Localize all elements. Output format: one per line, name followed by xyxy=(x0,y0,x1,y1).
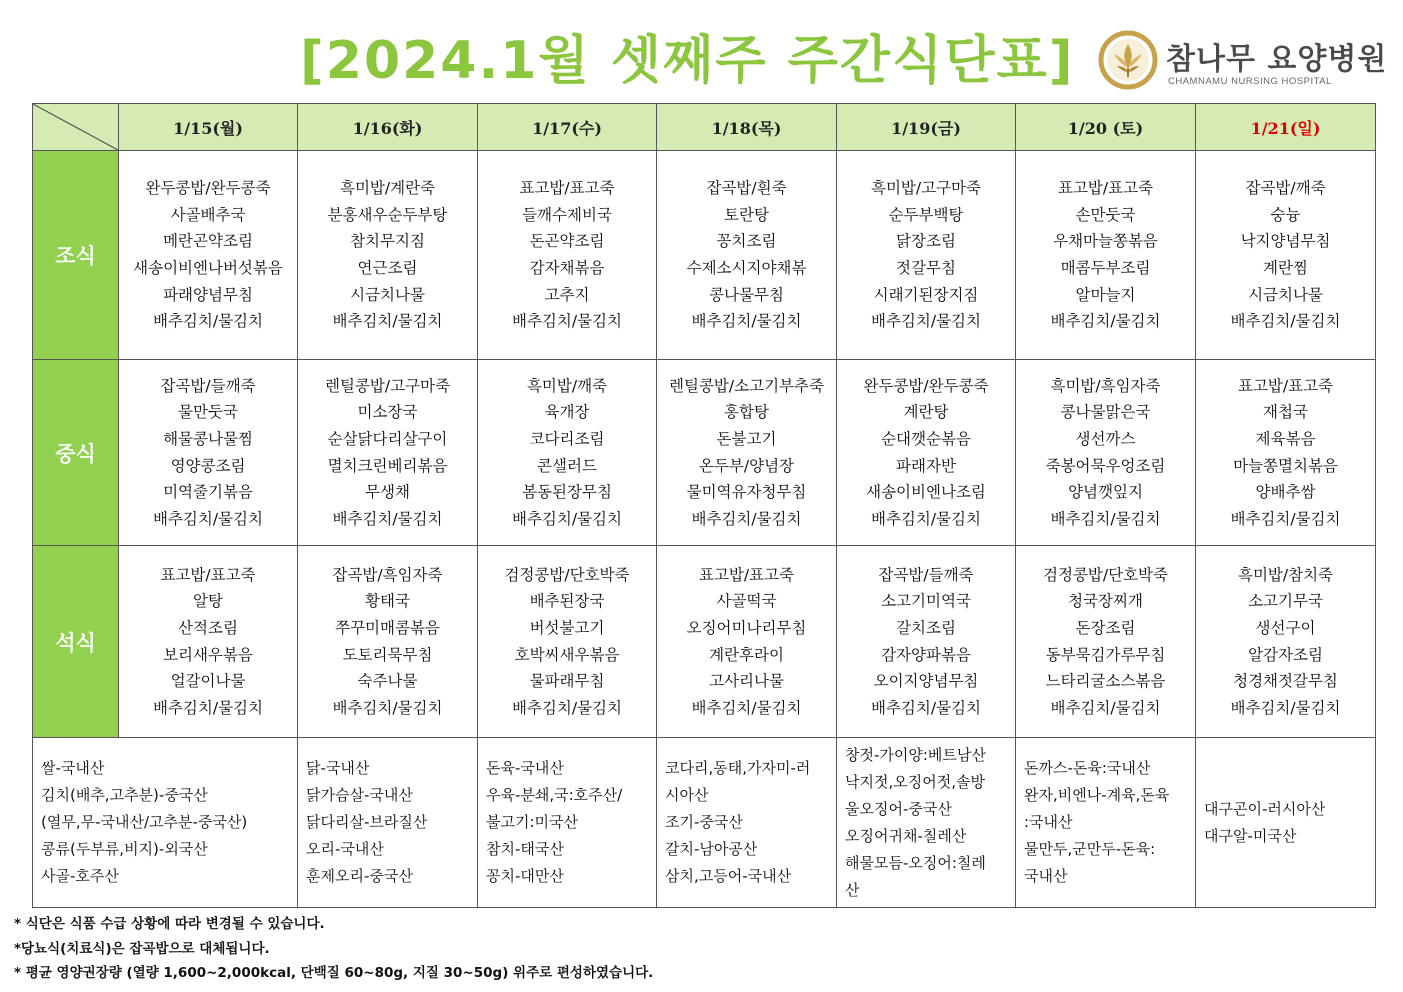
menu-item: 갈치조림 xyxy=(896,618,956,637)
origin-line: 대구곤이-러시아산 xyxy=(1204,799,1326,818)
menu-item: 젓갈무침 xyxy=(896,259,956,277)
menu-item: 돈불고기 xyxy=(716,429,777,448)
origin-line: 오리-국내산 xyxy=(306,840,384,858)
menu-item: 배추김치/물김치 xyxy=(1050,509,1161,528)
origin-cell xyxy=(837,738,1016,908)
menu-item: 배추김치/물김치 xyxy=(1230,698,1341,717)
meal-label-dinner: 석식 xyxy=(33,546,119,738)
origin-line: 완자,비엔나-계육,돈육 xyxy=(1024,786,1170,804)
origin-cell xyxy=(1196,738,1376,908)
menu-item: 멸치크린베리볶음 xyxy=(327,456,448,475)
menu-item: 숙주나물 xyxy=(357,672,418,691)
origin-line: 돈육-국내산 xyxy=(486,759,564,777)
menu-item: 배추김치/물김치 xyxy=(1230,312,1341,331)
menu-cell xyxy=(298,546,478,738)
day-header-thu: 1/18(목) xyxy=(657,104,837,151)
menu-item: 시래기된장지짐 xyxy=(873,285,979,304)
menu-cell xyxy=(478,151,657,360)
meal-label-lunch: 중식 xyxy=(33,360,119,546)
menu-item: 들깨수제비국 xyxy=(522,205,612,224)
menu-item: 생선까스 xyxy=(1075,429,1136,448)
origin-line: 삼치,고등어-국내산 xyxy=(665,867,792,885)
menu-item: 우채마늘쫑볶음 xyxy=(1053,232,1158,251)
menu-item: 시금치나물 xyxy=(1248,285,1323,304)
origin-line: 시아산 xyxy=(665,786,709,804)
menu-item: 순살닭다리살구이 xyxy=(327,429,448,448)
menu-item: 손만둣국 xyxy=(1075,205,1136,224)
menu-cell xyxy=(1196,151,1376,360)
menu-item: 분홍새우순두부탕 xyxy=(327,205,448,224)
menu-item: 사골배추국 xyxy=(170,205,246,224)
origin-line: 코다리,동태,가자미-러 xyxy=(665,759,811,777)
menu-item: 흑미밥/흑임자죽 xyxy=(1050,376,1161,395)
menu-item: 배추김치/물김치 xyxy=(870,698,982,717)
menu-item: 코다리조림 xyxy=(529,429,605,448)
menu-item: 물만둣국 xyxy=(178,403,238,422)
menu-item: 죽봉어묵우엉조림 xyxy=(1045,456,1166,475)
menu-cell xyxy=(119,546,298,738)
menu-item: 배추김치/물김치 xyxy=(1050,698,1161,717)
menu-item: 배추김치/물김치 xyxy=(332,698,443,717)
menu-item: 배추김치/물김치 xyxy=(152,509,264,528)
menu-item: 황태국 xyxy=(365,592,410,611)
menu-item: 배추김치/물김치 xyxy=(152,312,264,331)
menu-item: 표고밥/표고죽 xyxy=(160,565,256,584)
menu-item: 꽁치조림 xyxy=(716,232,777,251)
origin-line: 김치(배추,고추분)-중국산 xyxy=(41,786,208,804)
menu-item: 계란탕 xyxy=(903,403,949,422)
menu-item: 배추김치/물김치 xyxy=(152,698,264,717)
menu-item: 잡곡밥/들깨죽 xyxy=(878,565,974,584)
menu-item: 배추김치/물김치 xyxy=(870,312,982,331)
menu-item: 배추김치/물김치 xyxy=(691,312,802,331)
menu-item: 호박씨새우볶음 xyxy=(514,645,620,664)
menu-item: 계란찜 xyxy=(1263,259,1308,277)
footnotes xyxy=(14,912,1394,986)
meal-label-breakfast: 조식 xyxy=(33,151,119,360)
menu-item: 잡곡밥/들깨죽 xyxy=(160,376,256,395)
menu-item: 계란후라이 xyxy=(709,645,784,664)
menu-item: 청경채젓갈무침 xyxy=(1233,672,1338,691)
menu-item: 잡곡밥/흑임자죽 xyxy=(332,565,443,584)
menu-item: 검정콩밥/단호박죽 xyxy=(504,565,630,584)
origin-line: (열무,무-국내산/고추분-중국산) xyxy=(41,813,248,831)
menu-item: 매콤두부조림 xyxy=(1060,259,1151,277)
logo-text-korean: 참나무 요양병원 xyxy=(1166,42,1388,77)
menu-item: 미소장국 xyxy=(357,403,418,422)
origin-line: 물만두,군만두-돈육: xyxy=(1024,840,1156,858)
origin-line: 쌀-국내산 xyxy=(41,759,105,777)
menu-item: 배추김치/물김치 xyxy=(870,509,982,528)
menu-item: 콩나물무침 xyxy=(709,285,784,304)
menu-item: 순대깻순볶음 xyxy=(881,429,971,448)
menu-item: 배추김치/물김치 xyxy=(511,509,623,528)
origin-line: 창젓-가이양:베트남산 xyxy=(845,745,986,764)
menu-item: 해물콩나물찜 xyxy=(163,429,253,448)
menu-item: 알탕 xyxy=(193,592,223,611)
day-header-mon: 1/15(월) xyxy=(119,104,298,151)
menu-item: 고사리나물 xyxy=(709,672,784,691)
menu-item: 감자양파볶음 xyxy=(881,645,971,664)
menu-cell xyxy=(478,546,657,738)
menu-item: 수제소시지야채볶 xyxy=(686,259,807,277)
menu-item: 배추김치/물김치 xyxy=(511,312,623,331)
menu-cell xyxy=(657,151,837,360)
menu-item: 순두부백탕 xyxy=(888,205,964,224)
origin-line: 대구알-미국산 xyxy=(1204,826,1297,845)
menu-item: 표고밥/표고죽 xyxy=(698,565,795,584)
menu-cell xyxy=(1196,360,1376,546)
menu-item: 낙지양념무침 xyxy=(1240,232,1331,251)
origin-line: 해물모듬-오징어:칠레 xyxy=(845,853,986,872)
menu-item: 돈장조림 xyxy=(1075,618,1136,637)
menu-item: 오이지양념무침 xyxy=(873,672,979,691)
lunch-row xyxy=(33,360,1376,546)
menu-cell xyxy=(1016,546,1196,738)
origin-line: 낙지젓,오징어젓,솔방 xyxy=(845,772,985,791)
origin-line: 훈제오리-중국산 xyxy=(306,867,413,885)
menu-cell xyxy=(657,360,837,546)
menu-item: 도토리묵무침 xyxy=(342,645,433,664)
menu-item: 온두부/양념장 xyxy=(698,456,795,475)
day-header-sun: 1/21(일) xyxy=(1196,104,1376,151)
origin-line: 닭가슴살-국내산 xyxy=(306,786,413,804)
menu-item: 알감자조림 xyxy=(1248,645,1323,664)
menu-item: 완두콩밥/완두콩죽 xyxy=(863,376,989,395)
menu-item: 토란탕 xyxy=(724,205,769,224)
menu-item: 배추된장국 xyxy=(529,592,605,611)
origin-cell xyxy=(657,738,837,908)
menu-cell xyxy=(119,360,298,546)
menu-item: 고추지 xyxy=(544,285,590,304)
origin-line: 국내산 xyxy=(1024,867,1068,885)
menu-item: 감자채볶음 xyxy=(529,259,605,277)
menu-item: 제육볶음 xyxy=(1255,429,1316,448)
menu-item: 메란곤약조림 xyxy=(163,232,253,251)
menu-item: 검정콩밥/단호박죽 xyxy=(1042,565,1168,584)
menu-item: 흑미밥/깨죽 xyxy=(526,376,608,395)
origin-line: 갈치-남아공산 xyxy=(665,840,758,858)
origin-line: 불고기:미국산 xyxy=(486,813,578,831)
corner-cell xyxy=(33,104,119,151)
origin-cell xyxy=(33,738,298,908)
menu-item: 흑미밥/계란죽 xyxy=(339,179,436,198)
menu-item: 육개장 xyxy=(544,403,590,422)
menu-item: 마늘쫑멸치볶음 xyxy=(1233,456,1338,475)
menu-cell xyxy=(1016,360,1196,546)
menu-item: 사골떡국 xyxy=(716,592,777,611)
origin-line: :국내산 xyxy=(1024,813,1073,831)
day-header-wed: 1/17(수) xyxy=(478,104,657,151)
menu-item: 배추김치/물김치 xyxy=(332,509,443,528)
menu-item: 소고기미역국 xyxy=(881,592,971,611)
menu-item: 오징어미나리무침 xyxy=(686,618,807,637)
breakfast-row xyxy=(33,151,1376,360)
menu-item: 표고밥/표고죽 xyxy=(1237,376,1334,395)
origin-row xyxy=(33,738,1376,908)
menu-item: 동부묵김가루무침 xyxy=(1045,645,1166,664)
weekly-menu-table xyxy=(32,103,1376,908)
menu-cell xyxy=(1016,151,1196,360)
menu-item: 표고밥/표고죽 xyxy=(519,179,615,198)
menu-item: 돈곤약조림 xyxy=(529,232,605,251)
menu-item: 소고기무국 xyxy=(1248,592,1323,611)
menu-cell xyxy=(478,360,657,546)
menu-item: 파래양념무침 xyxy=(163,285,253,304)
menu-item: 홍합탕 xyxy=(724,403,769,422)
menu-item: 버섯불고기 xyxy=(529,618,605,637)
menu-item: 참치무지짐 xyxy=(350,232,425,251)
menu-item: 쭈꾸미매콤볶음 xyxy=(335,618,440,637)
diagonal-line-icon xyxy=(33,104,118,150)
origin-line: 참치-태국산 xyxy=(486,840,564,858)
menu-item: 양념깻잎지 xyxy=(1068,483,1143,502)
menu-cell xyxy=(657,546,837,738)
menu-item: 숭늉 xyxy=(1270,205,1301,224)
day-header-fri: 1/19(금) xyxy=(837,104,1016,151)
menu-item: 콘샐러드 xyxy=(537,456,597,475)
menu-cell xyxy=(837,151,1016,360)
menu-item: 미역줄기볶음 xyxy=(163,483,253,502)
logo-text-english: CHAMNAMU NURSING HOSPITAL xyxy=(1168,76,1332,87)
menu-cell xyxy=(119,151,298,360)
origin-line: 닭다리살-브라질산 xyxy=(306,813,428,831)
origin-line: 오징어귀채-칠레산 xyxy=(845,826,967,845)
origin-cell xyxy=(298,738,478,908)
menu-item: 물파래무침 xyxy=(529,672,605,691)
origin-line: 닭-국내산 xyxy=(306,759,370,777)
menu-cell xyxy=(837,546,1016,738)
menu-item: 산적조림 xyxy=(178,618,238,637)
menu-item: 배추김치/물김치 xyxy=(691,698,802,717)
menu-item: 완두콩밥/완두콩죽 xyxy=(145,179,271,198)
footnote: *당뇨식(치료식)은 잡곡밥으로 대체됩니다. xyxy=(14,940,270,957)
header-row xyxy=(33,104,1376,151)
menu-item: 배추김치/물김치 xyxy=(1230,509,1341,528)
page-title: [2024.1월 셋째주 주간식단표] xyxy=(300,31,1075,91)
menu-item: 느타리굴소스볶음 xyxy=(1045,672,1166,691)
menu-item: 콩나물맑은국 xyxy=(1060,403,1151,422)
menu-item: 생선구이 xyxy=(1255,618,1316,637)
origin-line: 울오징어-중국산 xyxy=(845,799,952,818)
dinner-row xyxy=(33,546,1376,738)
origin-line: 사골-호주산 xyxy=(41,867,119,885)
menu-item: 잡곡밥/깨죽 xyxy=(1245,179,1326,198)
menu-item: 잡곡밥/흰죽 xyxy=(706,179,787,198)
menu-item: 알마늘지 xyxy=(1075,285,1136,304)
origin-line: 돈까스-돈육:국내산 xyxy=(1024,759,1151,777)
menu-item: 새송이비엔나버섯볶음 xyxy=(133,259,283,277)
menu-item: 배추김치/물김치 xyxy=(511,698,623,717)
menu-item: 배추김치/물김치 xyxy=(691,509,802,528)
hospital-logo xyxy=(1098,30,1388,90)
menu-cell xyxy=(298,360,478,546)
menu-item: 흑미밥/참치죽 xyxy=(1237,565,1334,584)
menu-item: 양배추쌈 xyxy=(1255,483,1316,502)
menu-item: 영양콩조림 xyxy=(170,456,246,475)
day-header-sat: 1/20 (토) xyxy=(1016,104,1196,151)
menu-item: 봄동된장무침 xyxy=(522,483,612,502)
menu-item: 연근조림 xyxy=(357,259,418,277)
origin-cell xyxy=(1016,738,1196,908)
menu-item: 배추김치/물김치 xyxy=(1050,312,1161,331)
menu-item: 닭장조림 xyxy=(896,232,956,251)
menu-cell xyxy=(298,151,478,360)
menu-item: 재첩국 xyxy=(1263,403,1308,422)
menu-item: 얼갈이나물 xyxy=(170,672,246,691)
menu-cell xyxy=(1196,546,1376,738)
menu-item: 무생채 xyxy=(365,483,410,502)
menu-item: 렌틸콩밥/고구마죽 xyxy=(324,376,450,395)
menu-cell xyxy=(837,360,1016,546)
origin-line: 산 xyxy=(845,880,860,899)
origin-line: 콩류(두부류,비지)-외국산 xyxy=(41,840,208,858)
footnote: * 평균 영양권장량 (열량 1,600~2,000kcal, 단백질 60~80g, 지질 30~50g) 위주로 편성하였습니다. xyxy=(14,965,654,981)
menu-item: 파래자반 xyxy=(896,456,956,475)
origin-line: 우육-분쇄,국:호주산/ xyxy=(486,786,623,804)
menu-item: 새송이비엔나조림 xyxy=(866,483,986,502)
menu-item: 시금치나물 xyxy=(350,285,425,304)
origin-cell xyxy=(478,738,657,908)
menu-item: 청국장찌개 xyxy=(1068,592,1143,611)
day-header-tue: 1/16(화) xyxy=(298,104,478,151)
menu-item: 보리새우볶음 xyxy=(163,645,253,664)
menu-item: 표고밥/표고죽 xyxy=(1057,179,1154,198)
origin-line: 조기-중국산 xyxy=(665,813,743,831)
menu-item: 렌틸콩밥/소고기부추죽 xyxy=(669,376,824,395)
menu-item: 물미역유자청무침 xyxy=(686,483,807,502)
menu-item: 배추김치/물김치 xyxy=(332,312,443,331)
acorn-leaf-logo-icon xyxy=(1098,30,1158,90)
footnote: * 식단은 식품 수급 상황에 따라 변경될 수 있습니다. xyxy=(14,916,325,932)
menu-item: 흑미밥/고구마죽 xyxy=(870,179,982,198)
origin-line: 꽁치-대만산 xyxy=(486,867,564,885)
